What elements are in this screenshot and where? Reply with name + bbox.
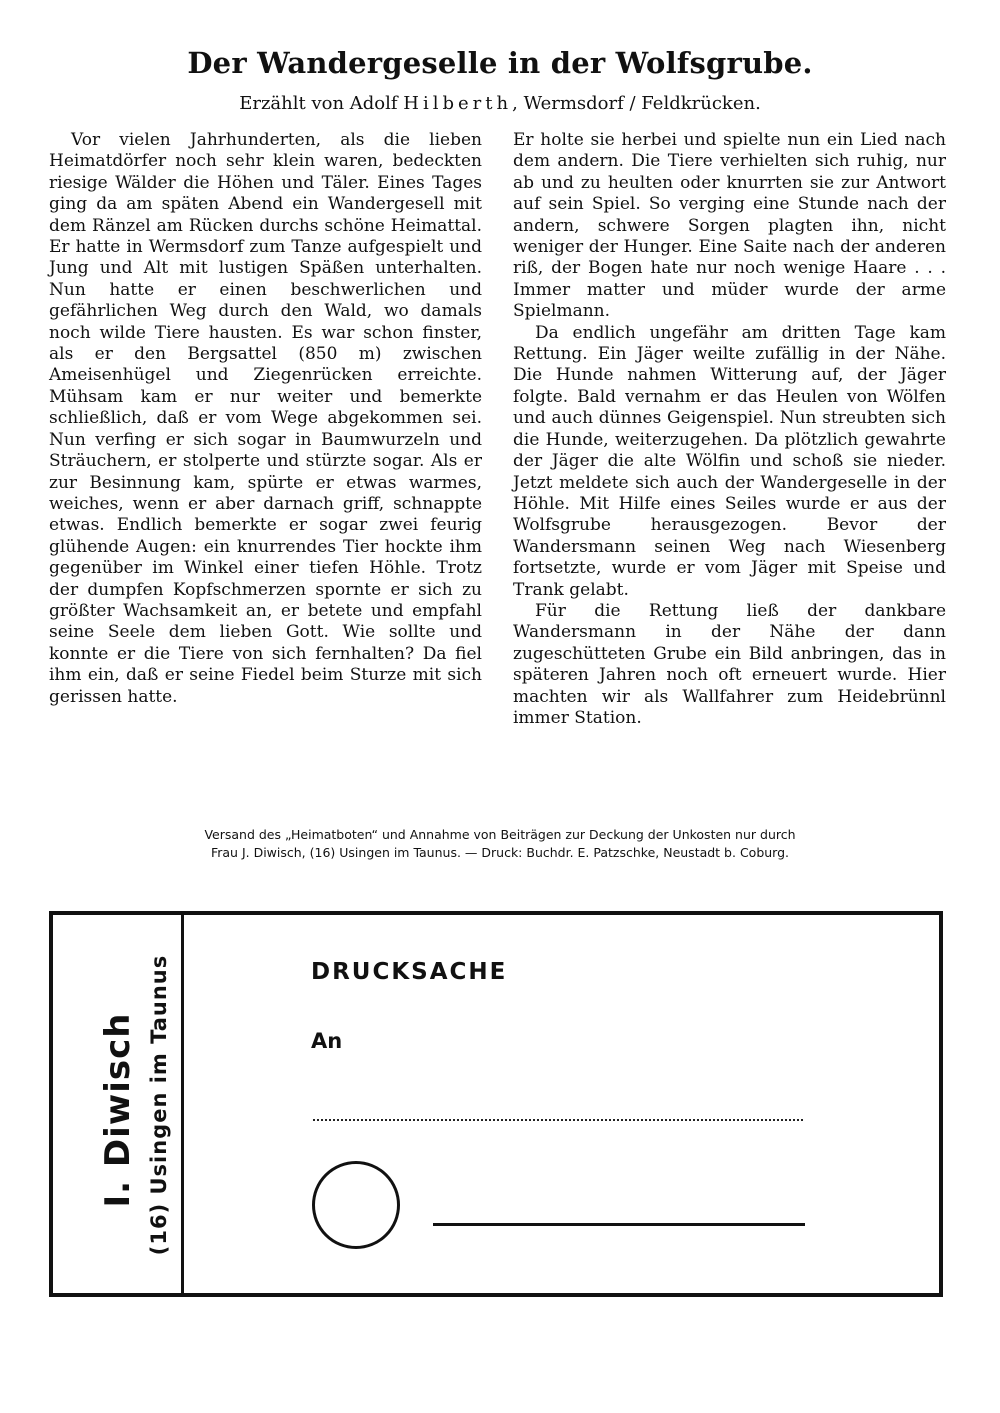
printed-matter-heading: DRUCKSACHE: [311, 959, 508, 985]
address-dotted-line: [313, 1119, 803, 1121]
sender-name: I. Diwisch: [98, 1012, 138, 1208]
shipping-notice-line: Frau J. Diwisch, (16) Usingen im Taunus. — Druck: Buchdr. E. Patzschke, Neustadt b. Coburg.: [210, 845, 790, 860]
article-paragraph: Da endlich ungefähr am dritten Tage kam Rettung. Ein Jäger weilte zufällig in der Nähe. Die Hunde nahmen Witterung auf, der Jäger folgte. Bald vernahm er das Heulen von Wölfen und auch dünnes Geigenspiel. Nun streubten sich die Hunde, weiterzugehen. Da plötzlich gewahrte der Jäger die alte Wölfin und schoß sie nieder. Jetzt meldete sich auch der Wandergeselle in der Höhle. Mit Hilfe eines Seiles wurde er aus der Wolfsgrube herausgezogen. Bevor der Wandersmann seinen Weg nach Wiesenberg fortsetzte, wurde er vom Jäger mit Speise und Trank gelabt.: [513, 322, 946, 600]
article-paragraph: Für die Rettung ließ der dankbare Wandersmann in der Nähe der dann zugeschütteten Grube ein Bild anbringen, das in späteren Jahren noch oft erneuert wurde. Hier machten wir als Wallfahrer zum Heidebrünnl immer Station.: [513, 600, 946, 728]
article-paragraph: Er holte sie herbei und spielte nun ein Lied nach dem andern. Die Tiere verhielten sich ruhig, nur ab und zu heulten oder knurrten sie zur Antwort auf sein Spiel. So verging eine Stunde nach der andern, schwere Sorgen plagten ihn, nicht weniger der Hunger. Eine Saite nach der anderen riß, der Bogen hate nur noch wenige Haare . . . Immer matter und müder wurde der arme Spielmann.: [513, 130, 946, 322]
byline-author-name: Hilberth: [403, 93, 513, 114]
article-column-right: [513, 130, 946, 729]
recipient-prefix: An: [311, 1029, 343, 1053]
article-paragraph: Vor vielen Jahrhunderten, als die lieben Heimatdörfer noch sehr klein waren, bedeckten riesige Wälder die Höhen und Täler. Eines Tages ging da am späten Abend ein Wandergesell mit dem Ränzel am Rücken durchs schöne Heimattal. Er hatte in Wermsdorf zum Tanze aufgespielt und Jung und Alt mit lustigen Späßen unterhalten. Nun hatte er einen beschwerlichen und gefährlichen Weg durch den Wald, wo damals noch wilde Tiere hausten. Es war schon finster, als er den Bergsattel (850 m) zwischen Ameisenhügel und Ziegenrücken erreichte. Mühsam kam er nur weiter und bemerkte schließlich, daß er vom Wege abgekommen sei. Nun verfing er sich sogar in Baumwurzeln und Sträuchern, er stolperte und stürzte sogar. Als er zur Besinnung kam, spürte er etwas warmes, weiches, wenn er aber darnach griff, schnappte etwas. Endlich bemerkte er sogar zwei feurig glühende Augen: ein knurrendes Tier hockte ihm gegenüber im Winkel einer tiefen Höhle. Trotz der dumpfen Kopfschmerzen spornte er sich zu größter Wachsamkeit an, er betete und empfahl seine Seele dem lieben Gott. Wie sollte und konnte er die Tiere von sich fernhalten? Da fiel ihm ein, daß er seine Fiedel beim Sturze mit sich gerissen hatte.: [49, 130, 482, 707]
shipping-notice-line: Versand des „Heimatboten“ und Annahme von Beiträgen zur Deckung der Unkosten nur durch: [204, 827, 796, 842]
mailing-label: [49, 911, 943, 1297]
address-line: [433, 1223, 805, 1226]
byline-suffix: , Wermsdorf / Feldkrücken.: [512, 93, 761, 114]
shipping-notice: [0, 826, 1000, 862]
article-column-left: [49, 130, 482, 708]
stamp-circle: [312, 1161, 400, 1249]
byline-prefix: Erzählt von Adolf: [239, 93, 404, 114]
article-byline: [0, 93, 1000, 114]
sender-city: (16) Usingen im Taunus: [147, 954, 171, 1256]
sender-panel: [53, 915, 184, 1293]
article-title: Der Wandergeselle in der Wolfsgrube.: [187, 46, 813, 80]
